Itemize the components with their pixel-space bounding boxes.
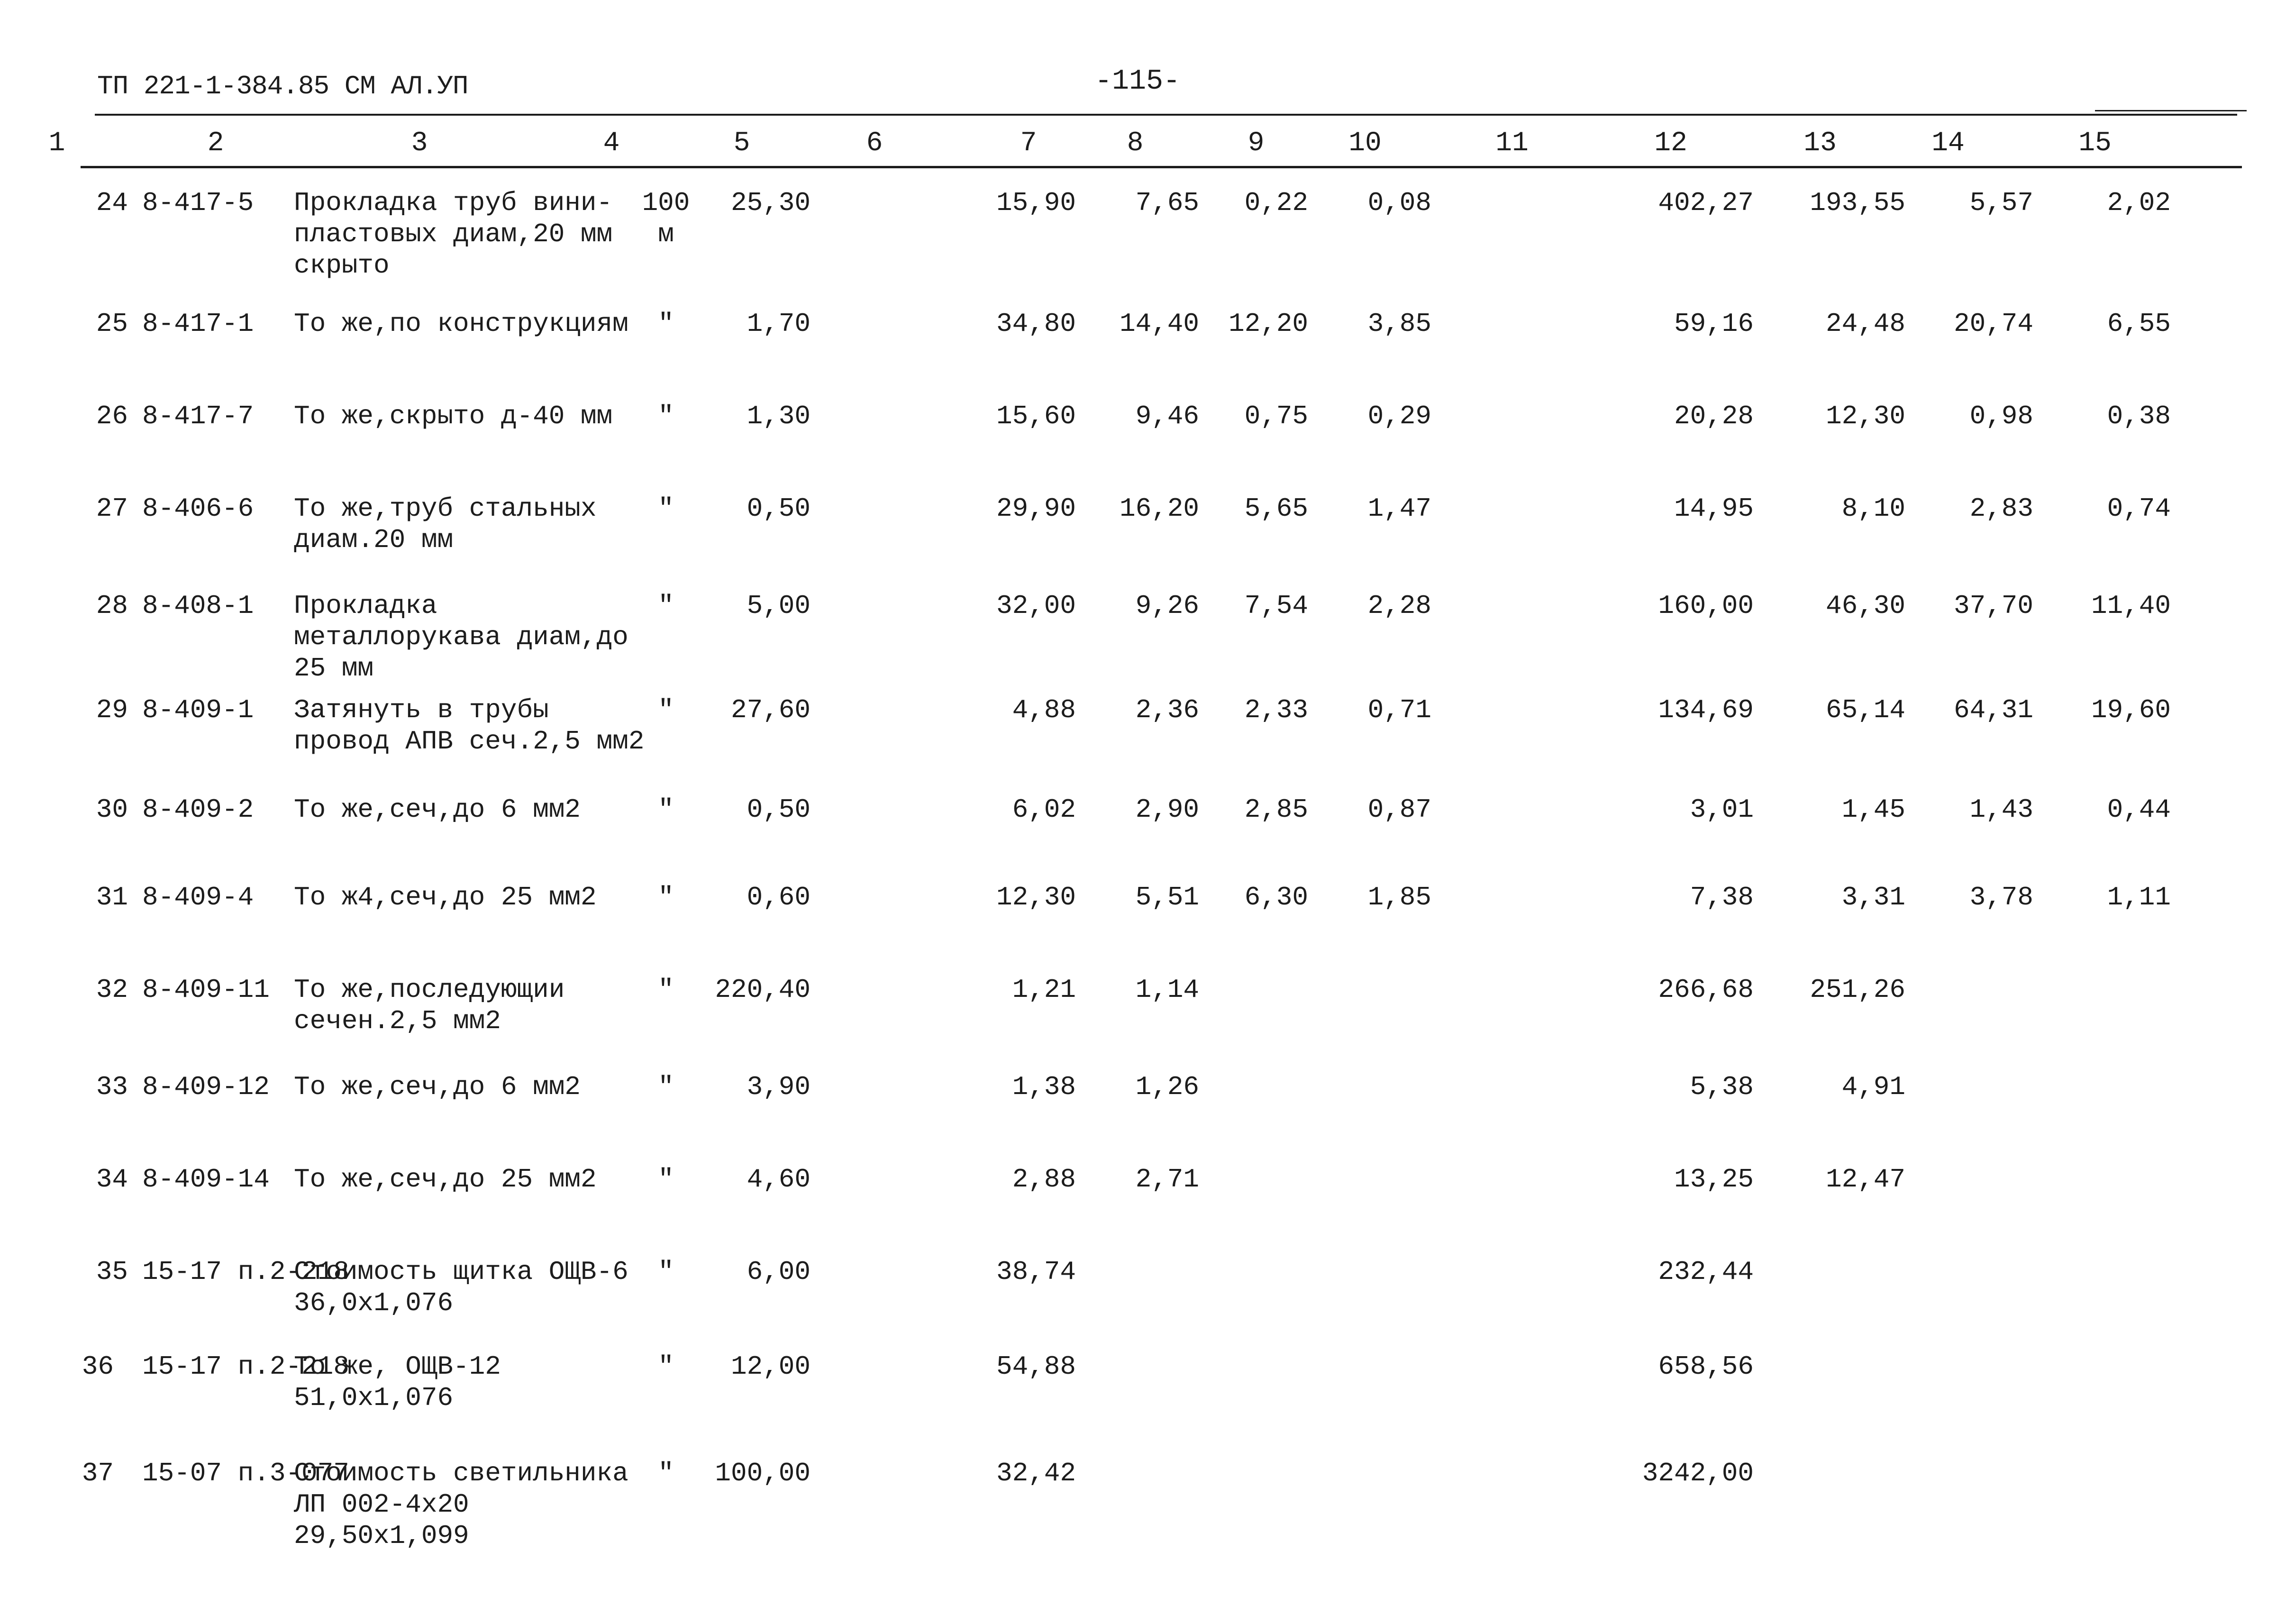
unit-machine-wage-value: 3,85 [1367, 309, 1431, 339]
unit-of-measure: " [658, 309, 674, 339]
total-wage-value: 12,47 [1825, 1164, 1905, 1195]
total-machine-wage-value: 6,55 [2107, 309, 2171, 339]
column-number: 2 [207, 128, 224, 159]
unit-machine-value: 2,33 [1244, 695, 1308, 725]
table-row [0, 1351, 2295, 1436]
quantity-value: 12,00 [730, 1351, 811, 1382]
total-wage-value: 12,30 [1825, 401, 1905, 431]
unit-wage-value: 9,26 [1135, 591, 1199, 621]
table-row [0, 882, 2295, 967]
unit-of-measure: " [658, 882, 674, 912]
quantity-value: 0,50 [747, 794, 811, 825]
total-cost-value: 20,28 [1674, 401, 1754, 431]
rate-code: 15-17 п.2-218 [142, 1351, 349, 1382]
total-wage-value: 24,48 [1825, 309, 1905, 339]
unit-wage-value: 2,36 [1135, 695, 1199, 725]
total-machine-value: 64,31 [1953, 695, 2033, 725]
top-rule-right [2095, 110, 2247, 111]
unit-cost-value: 2,88 [1012, 1164, 1076, 1195]
row-number: 25 [96, 309, 128, 339]
unit-of-measure: " [658, 1257, 674, 1287]
unit-machine-value: 6,30 [1244, 882, 1308, 912]
column-number: 6 [866, 128, 883, 159]
unit-cost-value: 29,90 [996, 493, 1076, 524]
rate-code: 8-409-4 [142, 882, 254, 912]
table-row [0, 1071, 2295, 1157]
unit-of-measure: " [658, 401, 674, 431]
column-number: 12 [1654, 128, 1687, 159]
quantity-value: 0,60 [747, 882, 811, 912]
rate-code: 8-409-11 [142, 975, 270, 1005]
unit-cost-value: 15,90 [996, 188, 1076, 218]
work-description: То же,труб стальных диам.20 мм [294, 493, 597, 555]
total-wage-value: 8,10 [1841, 493, 1905, 524]
work-description: То же,сеч,до 25 мм2 [294, 1164, 597, 1195]
table-row [0, 1256, 2295, 1341]
work-description: То же,скрыто д-40 мм [294, 401, 613, 431]
total-wage-value: 1,45 [1841, 794, 1905, 825]
total-cost-value: 232,44 [1658, 1257, 1754, 1287]
quantity-value: 4,60 [747, 1164, 811, 1195]
work-description: То же, ОЩВ-12 51,0х1,076 [294, 1351, 501, 1413]
total-wage-value: 193,55 [1810, 188, 1905, 218]
total-wage-value: 251,26 [1810, 975, 1905, 1005]
total-cost-value: 7,38 [1690, 882, 1754, 912]
unit-machine-value: 0,22 [1244, 188, 1308, 218]
column-number: 8 [1127, 128, 1144, 159]
total-machine-wage-value: 2,02 [2107, 188, 2171, 218]
work-description: Прокладка металлорукава диам,до 25 мм [294, 591, 628, 684]
rate-code: 8-409-14 [142, 1164, 270, 1195]
total-cost-value: 402,27 [1658, 188, 1754, 218]
rate-code: 8-417-5 [142, 188, 254, 218]
unit-cost-value: 32,42 [996, 1458, 1076, 1488]
unit-wage-value: 14,40 [1119, 309, 1199, 339]
rate-code: 15-07 п.3-077 [142, 1458, 349, 1488]
column-number: 3 [411, 128, 428, 159]
work-description: Прокладка труб вини-пластовых диам,20 мм скрыто [294, 188, 613, 281]
row-number: 35 [96, 1257, 128, 1287]
quantity-value: 5,00 [747, 591, 811, 621]
rate-code: 8-409-1 [142, 695, 254, 725]
total-cost-value: 3,01 [1690, 794, 1754, 825]
column-number: 4 [603, 128, 620, 159]
total-cost-value: 59,16 [1674, 309, 1754, 339]
unit-of-measure: " [658, 695, 674, 725]
table-row [0, 794, 2295, 879]
total-cost-value: 5,38 [1690, 1072, 1754, 1102]
unit-machine-value: 7,54 [1244, 591, 1308, 621]
header-rule [81, 166, 2242, 168]
column-number: 15 [2078, 128, 2112, 159]
top-rule [95, 114, 2237, 116]
quantity-value: 6,00 [747, 1257, 811, 1287]
total-wage-value: 3,31 [1841, 882, 1905, 912]
column-number: 5 [733, 128, 750, 159]
unit-machine-wage-value: 0,71 [1367, 695, 1431, 725]
unit-machine-wage-value: 0,08 [1367, 188, 1431, 218]
column-number: 7 [1020, 128, 1037, 159]
column-number: 10 [1348, 128, 1382, 159]
unit-of-measure: " [658, 975, 674, 1005]
total-cost-value: 658,56 [1658, 1351, 1754, 1382]
total-cost-value: 160,00 [1658, 591, 1754, 621]
total-machine-wage-value: 19,60 [2091, 695, 2171, 725]
unit-wage-value: 5,51 [1135, 882, 1199, 912]
work-description: То же,по конструкциям [294, 309, 628, 339]
table-row [0, 1164, 2295, 1249]
unit-of-measure: " [658, 794, 674, 825]
row-number: 34 [96, 1164, 128, 1195]
table-row [0, 187, 2295, 281]
quantity-value: 1,30 [747, 401, 811, 431]
unit-cost-value: 1,21 [1012, 975, 1076, 1005]
work-description: Затянуть в трубы провод АПВ сеч.2,5 мм2 [294, 695, 645, 757]
work-description: То ж4,сеч,до 25 мм2 [294, 882, 597, 912]
work-description: То же,сеч,до 6 мм2 [294, 794, 581, 825]
unit-of-measure: " [658, 1351, 674, 1382]
total-machine-value: 37,70 [1953, 591, 2033, 621]
table-row [0, 401, 2295, 486]
total-machine-value: 5,57 [1969, 188, 2033, 218]
unit-cost-value: 34,80 [996, 309, 1076, 339]
unit-machine-value: 5,65 [1244, 493, 1308, 524]
unit-machine-value: 0,75 [1244, 401, 1308, 431]
unit-machine-wage-value: 0,29 [1367, 401, 1431, 431]
total-cost-value: 14,95 [1674, 493, 1754, 524]
table-row [0, 493, 2295, 578]
quantity-value: 3,90 [747, 1072, 811, 1102]
work-description: Стоимость светильника ЛП 002-4х20 29,50х1,099 [294, 1458, 628, 1551]
quantity-value: 27,60 [730, 695, 811, 725]
work-description: То же,последующии сечен.2,5 мм2 [294, 975, 565, 1036]
quantity-value: 220,40 [715, 975, 811, 1005]
table-row [0, 590, 2295, 684]
rate-code: 8-409-2 [142, 794, 254, 825]
unit-of-measure: 100 м [642, 188, 690, 249]
total-machine-value: 3,78 [1969, 882, 2033, 912]
unit-wage-value: 1,26 [1135, 1072, 1199, 1102]
unit-wage-value: 7,65 [1135, 188, 1199, 218]
total-machine-wage-value: 0,38 [2107, 401, 2171, 431]
total-machine-value: 0,98 [1969, 401, 2033, 431]
rate-code: 8-409-12 [142, 1072, 270, 1102]
column-number: 11 [1495, 128, 1529, 159]
unit-of-measure: " [658, 493, 674, 524]
unit-machine-wage-value: 2,28 [1367, 591, 1431, 621]
rate-code: 8-406-6 [142, 493, 254, 524]
total-wage-value: 4,91 [1841, 1072, 1905, 1102]
total-cost-value: 266,68 [1658, 975, 1754, 1005]
unit-of-measure: " [658, 1072, 674, 1102]
row-number: 28 [96, 591, 128, 621]
column-number: 14 [1931, 128, 1965, 159]
unit-cost-value: 1,38 [1012, 1072, 1076, 1102]
total-machine-wage-value: 0,74 [2107, 493, 2171, 524]
row-number: 26 [96, 401, 128, 431]
total-machine-wage-value: 11,40 [2091, 591, 2171, 621]
rate-code: 8-408-1 [142, 591, 254, 621]
row-number: 27 [96, 493, 128, 524]
row-number: 30 [96, 794, 128, 825]
row-number: 33 [96, 1072, 128, 1102]
unit-wage-value: 9,46 [1135, 401, 1199, 431]
unit-wage-value: 16,20 [1119, 493, 1199, 524]
unit-wage-value: 1,14 [1135, 975, 1199, 1005]
rate-code: 8-417-7 [142, 401, 254, 431]
document-reference: ТП 221-1-384.85 СМ АЛ.УП [97, 71, 468, 101]
row-number: 29 [96, 695, 128, 725]
unit-machine-value: 2,85 [1244, 794, 1308, 825]
unit-machine-wage-value: 1,85 [1367, 882, 1431, 912]
table-row [0, 694, 2295, 780]
unit-wage-value: 2,90 [1135, 794, 1199, 825]
quantity-value: 100,00 [715, 1458, 811, 1488]
total-cost-value: 134,69 [1658, 695, 1754, 725]
row-number: 24 [96, 188, 128, 218]
total-machine-value: 20,74 [1953, 309, 2033, 339]
unit-cost-value: 54,88 [996, 1351, 1076, 1382]
table-row [0, 1458, 2295, 1551]
row-number: 32 [96, 975, 128, 1005]
unit-cost-value: 38,74 [996, 1257, 1076, 1287]
unit-cost-value: 12,30 [996, 882, 1076, 912]
rate-code: 15-17 п.2-218 [142, 1257, 349, 1287]
unit-cost-value: 4,88 [1012, 695, 1076, 725]
unit-of-measure: " [658, 1458, 674, 1488]
total-machine-wage-value: 0,44 [2107, 794, 2171, 825]
total-cost-value: 13,25 [1674, 1164, 1754, 1195]
column-number: 13 [1803, 128, 1837, 159]
unit-cost-value: 32,00 [996, 591, 1076, 621]
total-machine-value: 1,43 [1969, 794, 2033, 825]
unit-of-measure: " [658, 1164, 674, 1195]
quantity-value: 0,50 [747, 493, 811, 524]
row-number: 31 [96, 882, 128, 912]
row-number: 37 [82, 1458, 114, 1488]
column-number: 9 [1248, 128, 1265, 159]
page-number: -115- [1095, 65, 1181, 98]
table-row [0, 308, 2295, 393]
total-machine-value: 2,83 [1969, 493, 2033, 524]
row-number: 36 [82, 1351, 114, 1382]
unit-cost-value: 6,02 [1012, 794, 1076, 825]
quantity-value: 1,70 [747, 309, 811, 339]
total-machine-wage-value: 1,11 [2107, 882, 2171, 912]
unit-machine-value: 12,20 [1228, 309, 1308, 339]
column-number: 1 [48, 128, 65, 159]
total-wage-value: 65,14 [1825, 695, 1905, 725]
unit-wage-value: 2,71 [1135, 1164, 1199, 1195]
unit-machine-wage-value: 1,47 [1367, 493, 1431, 524]
unit-cost-value: 15,60 [996, 401, 1076, 431]
quantity-value: 25,30 [730, 188, 811, 218]
work-description: То же,сеч,до 6 мм2 [294, 1072, 581, 1102]
unit-machine-wage-value: 0,87 [1367, 794, 1431, 825]
work-description: Стоимость щитка ОЩВ-6 36,0х1,076 [294, 1257, 628, 1318]
unit-of-measure: " [658, 591, 674, 621]
total-wage-value: 46,30 [1825, 591, 1905, 621]
total-cost-value: 3242,00 [1642, 1458, 1754, 1488]
table-row [0, 974, 2295, 1059]
rate-code: 8-417-1 [142, 309, 254, 339]
